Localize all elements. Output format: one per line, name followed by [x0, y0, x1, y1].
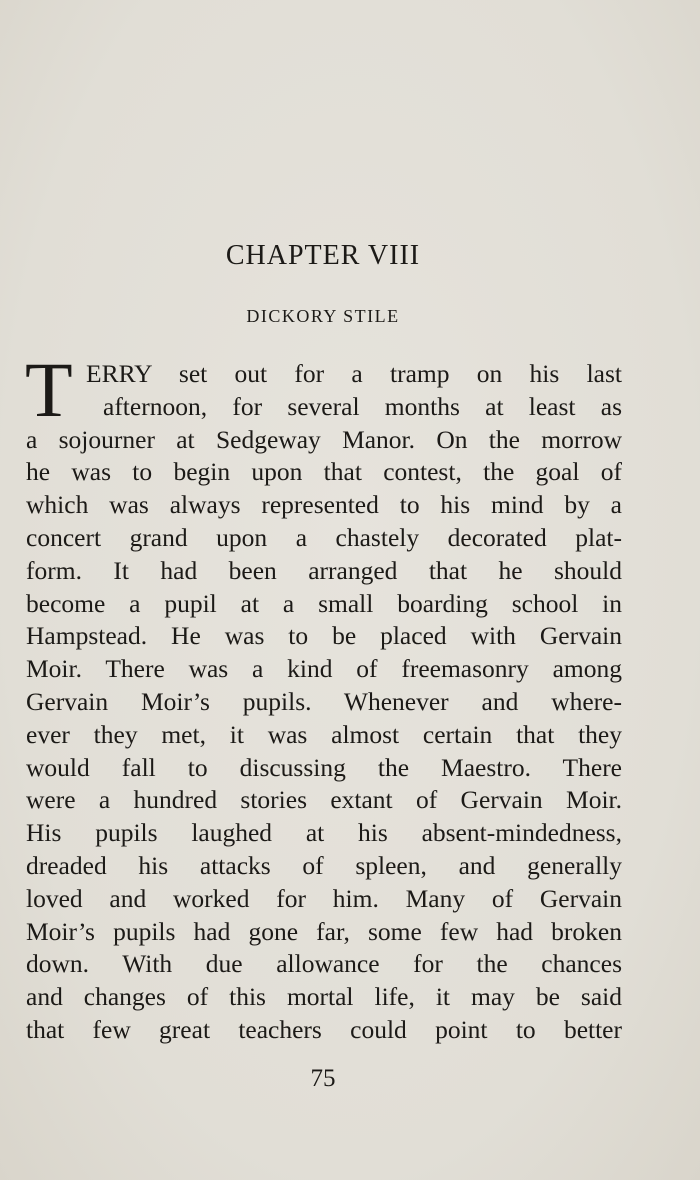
text-line: His pupils laughed at his absent-mindedness, [26, 818, 622, 848]
text-line: Gervain Moir’s pupils. Whenever and where- [26, 686, 622, 716]
chapter-title: CHAPTER VIII [225, 240, 421, 271]
text-line: loved and worked for him. Many of Gervain [26, 883, 622, 913]
text-line: which was always represented to his mind by a [26, 490, 622, 520]
text-line: concert grand upon a chastely decorated plat- [26, 522, 622, 552]
body-text [25, 346, 622, 1047]
text-line: ERRY set out for a tramp on his last [86, 359, 622, 388]
page-number: 75 [310, 1065, 336, 1092]
text-line: Moir. There was a kind of freemasonry among [26, 654, 622, 684]
text-line: a sojourner at Sedgeway Manor. On the morrow [26, 424, 622, 454]
text-line: ever they met, it was almost certain that they [26, 719, 622, 749]
text-line: become a pupil at a small boarding school in [26, 588, 622, 618]
chapter-subtitle: DICKORY STILE [246, 306, 400, 326]
drop-cap: T [25, 346, 73, 433]
text-line: dreaded his attacks of spleen, and generally [26, 850, 622, 880]
text-line: Moir’s pupils had gone far, some few had broken [26, 916, 622, 946]
text-line: and changes of this mortal life, it may be said [26, 982, 622, 1012]
text-line: form. It had been arranged that he should [26, 555, 622, 585]
text-line: he was to begin upon that contest, the goal of [26, 457, 622, 487]
text-line: Hampstead. He was to be placed with Gervain [26, 621, 622, 651]
text-line: were a hundred stories extant of Gervain Moir. [26, 785, 622, 815]
text-line: afternoon, for several months at least as [103, 391, 622, 421]
text-line: down. With due allowance for the chances [26, 949, 622, 979]
text-line: that few great teachers could point to better [26, 1014, 622, 1044]
text-line: would fall to discussing the Maestro. There [26, 752, 622, 782]
